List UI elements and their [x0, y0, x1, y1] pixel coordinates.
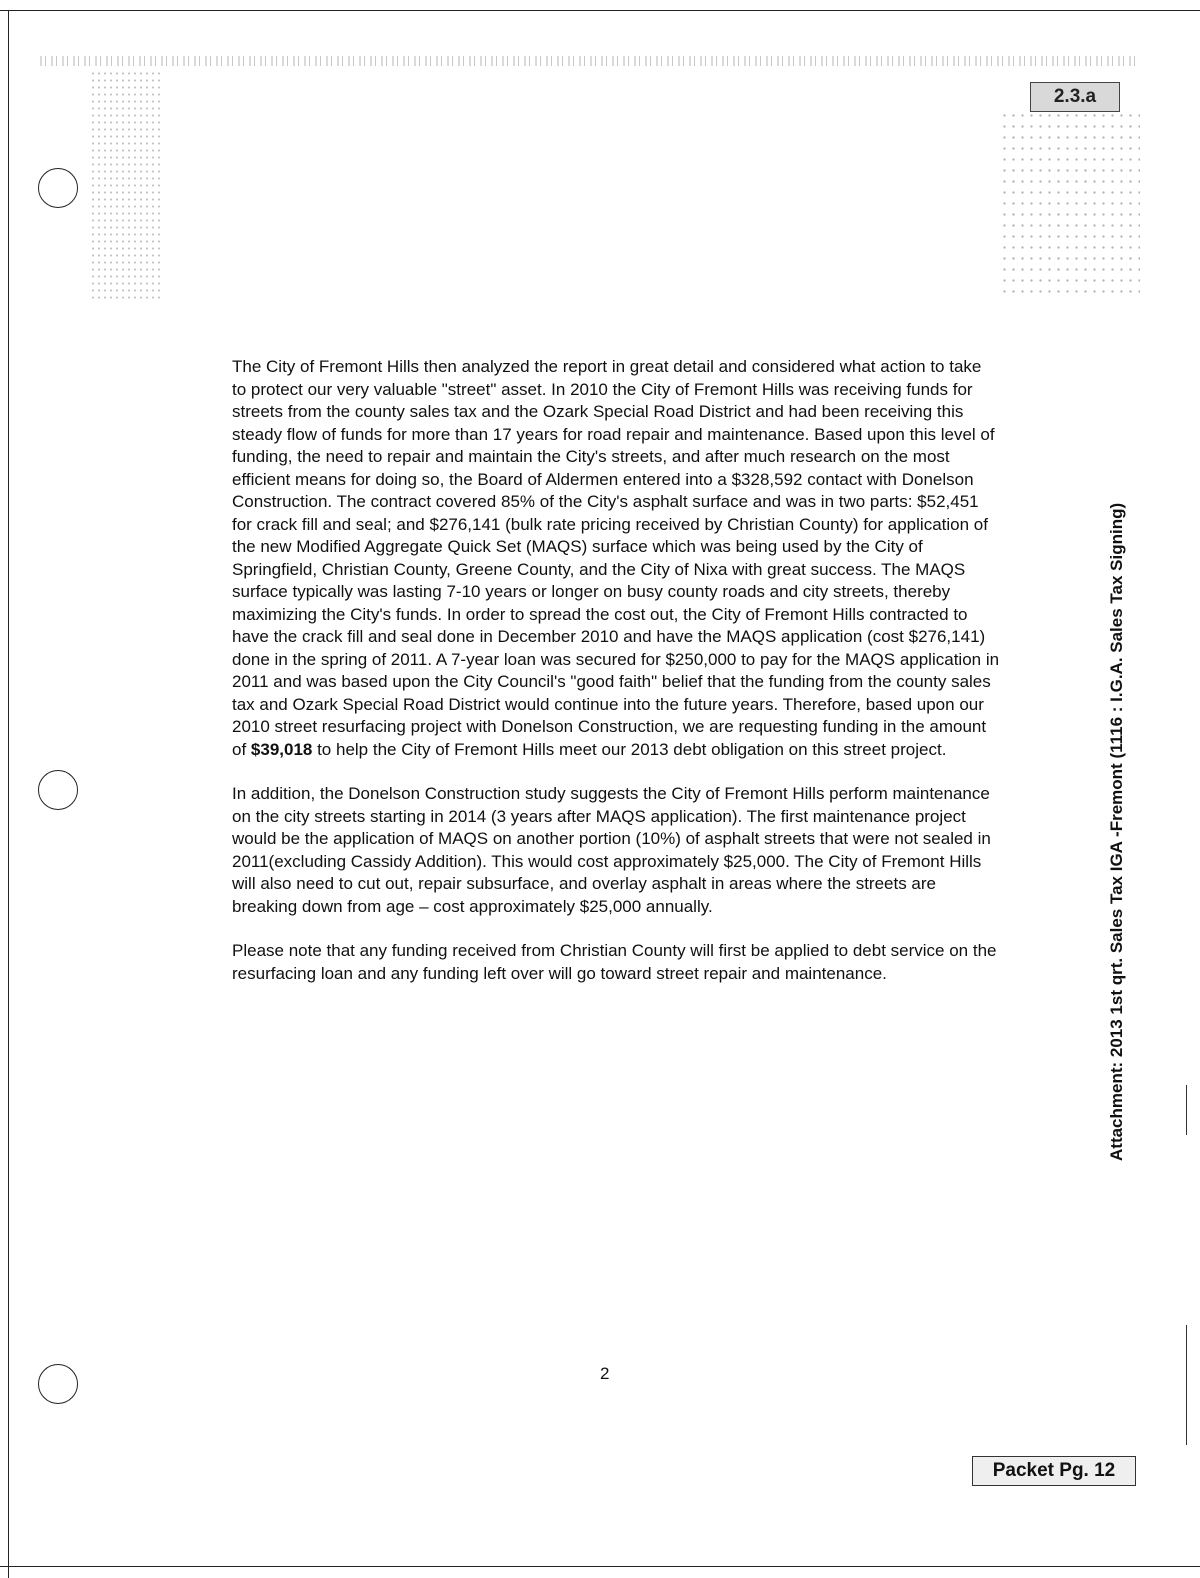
attachment-number-badge: 2.3.a: [1030, 82, 1120, 112]
paragraph-2-text: In addition, the Donelson Construction study suggests the City of Fremont Hills perform maintenance on the city streets starting in 2014 (3 years after MAQS application). The first maintenance project would be the application of MAQS on another portion (10%) of asphalt streets that were not sealed in 2011(excluding Cassidy Addition). This would cost approximately $25,000. The City of Fremont Hills will also need to cut out, repair subsurface, and overlay asphalt in areas where the streets are breaking down from age – cost approximately $25,000 annually.: [232, 784, 991, 916]
paragraph-street-funding: [232, 356, 1000, 761]
page-border-top: [0, 10, 1200, 11]
page-number: 2: [600, 1364, 610, 1383]
scan-speckle-right: [1000, 110, 1140, 300]
attachment-side-label: Attachment: 2013 1st qrt. Sales Tax IGA -Fremont (1116 : I.G.A. Sales Tax Signing): [1107, 502, 1126, 1161]
paragraph-1-tail: to help the City of Fremont Hills meet our 2013 debt obligation on this street project.: [312, 739, 947, 759]
page-border-bottom: [0, 1566, 1200, 1567]
scan-speckle-left: [90, 70, 160, 300]
binder-hole-middle: [38, 770, 78, 810]
binder-hole-top: [38, 168, 78, 208]
paragraph-maintenance: [232, 783, 1000, 918]
paragraph-3-text: Please note that any funding received from Christian County will first be applied to debt service on the resurfacing loan and any funding left over will go toward street repair and maintenance.: [232, 941, 997, 983]
edge-mark: [1186, 1325, 1187, 1445]
document-body: [232, 356, 1000, 1007]
paragraph-1-text: The City of Fremont Hills then analyzed the report in great detail and considered what action to take to protect our very valuable "street" asset. In 2010 the City of Fremont Hills was receiving funds for streets from the county sales tax and the Ozark Special Road District and had been receiving this steady flow of funds for more than 17 years for road repair and maintenance. Based upon this level of funding, the need to repair and maintain the City's streets, and after much research on the most efficient means for doing so, the Board of Aldermen entered into a $328,592 contact with Donelson Construction. The contract covered 85% of the City's asphalt surface and was in two parts: $52,451 for crack fill and seal; and $276,141 (bulk rate pricing received by Christian County) for application of the new Modified Aggregate Quick Set (MAQS) surface which was being used by the City of Springfield, Christian County, Greene County, and the City of Nixa with great success. The MAQS surface typically was lasting 7-10 years or longer on busy county roads and city streets, thereby maximizing the City's funds. In order to spread the cost out, the City of Fremont Hills contracted to have the crack fill and seal done in December 2010 and have the MAQS application (cost $276,141) done in the spring of 2011. A 7-year loan was secured for $250,000 to pay for the MAQS application in 2011 and was based upon the City Council's "good faith" belief that the funding from the county sales tax and Ozark Special Road District would continue into the future years. Therefore, based upon our 2010 street resurfacing project with Donelson Construction, we are requesting funding in the amount of: [232, 357, 1000, 759]
page-border-left: [8, 10, 9, 1578]
binder-hole-bottom: [38, 1364, 78, 1404]
requested-amount: $39,018: [250, 739, 313, 759]
packet-page-badge: Packet Pg. 12: [972, 1456, 1136, 1486]
paragraph-note: [232, 940, 1000, 985]
edge-mark: [1186, 1085, 1187, 1135]
scan-noise-strip: [40, 56, 1140, 66]
